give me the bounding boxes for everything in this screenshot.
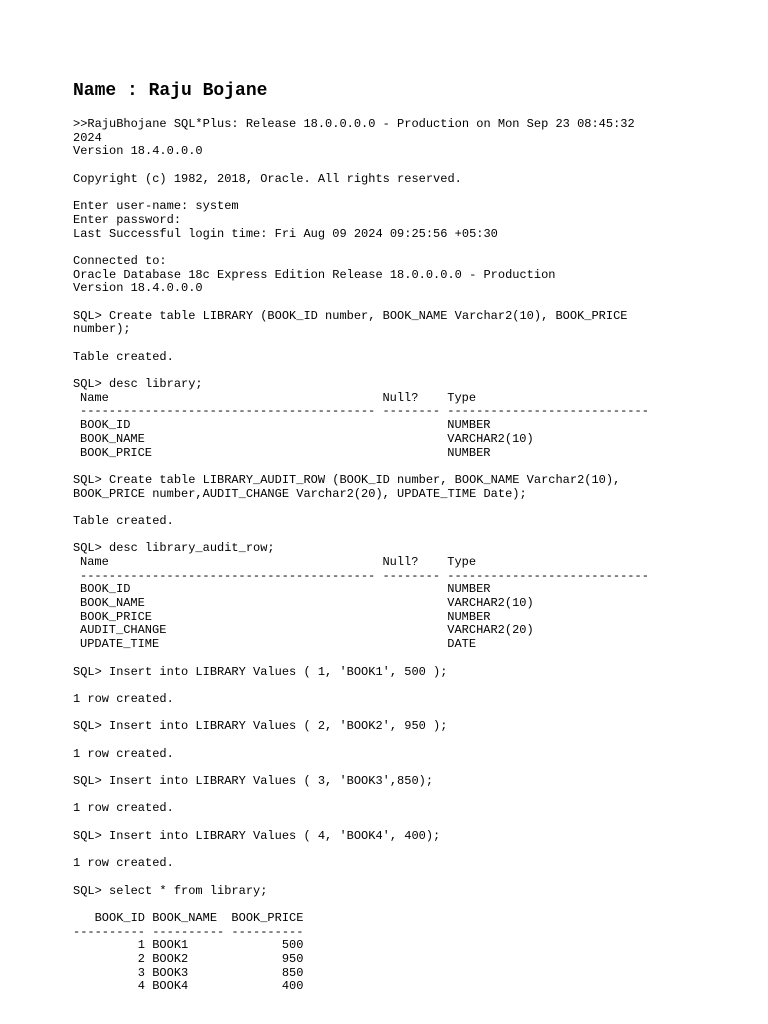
select-result-table [73,912,713,994]
result-row: 3 BOOK3 850 [73,965,304,980]
desc-audit-output [73,542,713,652]
banner-line: Version 18.4.0.0.0 [73,144,203,159]
insert-result [73,748,713,762]
sql-command-line: SQL> Insert into LIBRARY Values ( 1, 'BOOK1', 500 ); [73,664,448,679]
status-line: 1 row created. [73,801,174,816]
desc-header: Name Null? Type [80,555,477,569]
insert-result [73,857,713,871]
insert-result [73,693,713,707]
document-page [73,80,713,1008]
sql-command-line: SQL> Create table LIBRARY (BOOK_ID number, BOOK_NAME Varchar2(10), BOOK_PRICE [73,308,628,323]
page-title: Name : Raju Bojane [73,81,268,101]
sqlplus-banner [73,118,713,159]
insert-command [73,775,713,789]
sql-command-line: number); [73,322,131,337]
login-line: Enter user-name: system [73,199,239,214]
insert-command [73,666,713,680]
result-row: 4 BOOK4 400 [73,979,304,994]
sql-command-line: BOOK_PRICE number,AUDIT_CHANGE Varchar2(20), UPDATE_TIME Date); [73,486,527,501]
copyright-block [73,173,713,187]
status-line: 1 row created. [73,856,174,871]
desc-header: Name Null? Type [80,390,477,405]
create-library-command [73,310,713,337]
login-line: Last Successful login time: Fri Aug 09 2024 09:25:56 +05:30 [73,226,498,241]
copyright-line: Copyright (c) 1982, 2018, Oracle. All rights reserved. [73,171,462,186]
insert-command [73,720,713,734]
table-created-message [73,515,713,529]
desc-row: BOOK_ID NUMBER [80,418,491,433]
desc-row: BOOK_ID NUMBER [80,582,491,597]
connection-line: Oracle Database 18c Express Edition Release 18.0.0.0.0 - Production [73,267,556,282]
sql-command-line: SQL> select * from library; [73,883,268,898]
desc-separator: ----------------------------------------- -------- ---------------------------- [80,568,649,583]
desc-row: BOOK_PRICE NUMBER [80,445,491,460]
table-created-message [73,351,713,365]
select-command [73,885,713,899]
connection-line: Version 18.4.0.0.0 [73,281,203,296]
status-line: 1 row created. [73,691,174,706]
result-row: 2 BOOK2 950 [73,951,304,966]
desc-library-output [73,378,713,460]
status-line: Table created. [73,513,174,528]
login-block [73,200,713,241]
desc-row: BOOK_NAME VARCHAR2(10) [80,431,534,446]
sql-command-line: SQL> desc library_audit_row; [73,541,275,556]
sql-command-line: SQL> desc library; [73,377,203,392]
login-line: Enter password: [73,212,182,227]
desc-row: BOOK_NAME VARCHAR2(10) [80,596,534,611]
create-audit-command [73,474,713,501]
banner-line: 2024 [73,130,102,145]
banner-line: >>RajuBhojane SQL*Plus: Release 18.0.0.0.0 - Production on Mon Sep 23 08:45:32 [73,117,635,131]
desc-row: AUDIT_CHANGE VARCHAR2(20) [80,623,534,638]
status-line: 1 row created. [73,746,174,761]
insert-result [73,802,713,816]
desc-separator: ----------------------------------------- -------- ---------------------------- [80,404,649,419]
desc-row: UPDATE_TIME DATE [80,637,477,652]
result-row: 1 BOOK1 500 [73,938,304,953]
status-line: Table created. [73,349,174,364]
connection-block [73,255,713,296]
connection-line: Connected to: [73,253,167,268]
result-separator: ---------- ---------- ---------- [73,924,304,939]
sql-command-line: SQL> Insert into LIBRARY Values ( 4, 'BOOK4', 400); [73,828,441,843]
sql-command-line: SQL> Insert into LIBRARY Values ( 2, 'BOOK2', 950 ); [73,719,448,734]
sql-command-line: SQL> Create table LIBRARY_AUDIT_ROW (BOOK_ID number, BOOK_NAME Varchar2(10), [73,472,621,487]
result-header: BOOK_ID BOOK_NAME BOOK_PRICE [73,910,304,925]
insert-command [73,830,713,844]
sql-command-line: SQL> Insert into LIBRARY Values ( 3, 'BOOK3',850); [73,774,434,788]
desc-row: BOOK_PRICE NUMBER [80,609,491,624]
